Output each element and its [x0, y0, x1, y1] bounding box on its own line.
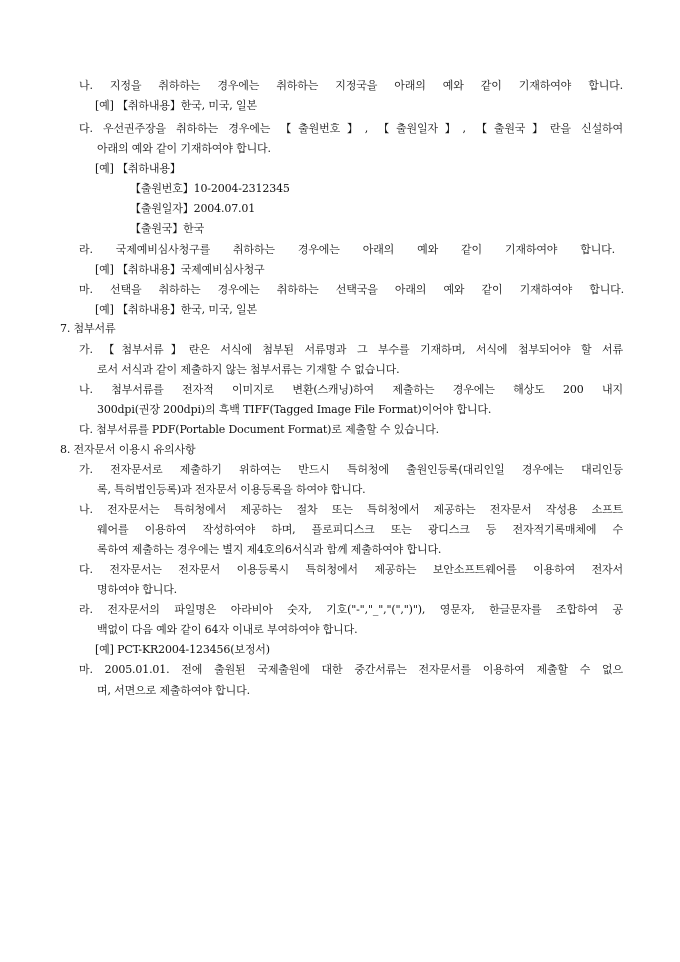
text-line: 명하여야 합니다. [97, 583, 178, 596]
section-heading: 7. 첨부서류 [60, 322, 116, 335]
text-line: 마. 2005.01.01. 전에 출원된 국제출원에 대한 중간서류는 전자문서를 이용하여 제출할 수 없으 [79, 663, 623, 676]
text-line: 며, 서면으로 제출하여야 합니다. [97, 684, 250, 697]
text-line: 록, 특허법인등록)과 전자문서 이용등록을 하여야 합니다. [97, 483, 366, 496]
text-line: 다. 첨부서류를 PDF(Portable Document Format)로 제출할 수 있습니다. [79, 423, 439, 436]
text-line: 나. 전자문서는 특허청에서 제공하는 절차 또는 특허청에서 제공하는 전자문서 작성용 소프트 [79, 503, 623, 516]
text-line: 백없이 다음 예와 같이 64자 이내로 부여하여야 합니다. [97, 623, 358, 636]
text-line: 가. 전자문서로 제출하기 위하여는 반드시 특허청에 출원인등록(대리인일 경우에는 대리인등 [79, 463, 623, 476]
text-line: 300dpi(권장 200dpi)의 흑백 TIFF(Tagged Image File Format)이어야 합니다. [97, 403, 492, 416]
text-line: 나. 지정을 취하하는 경우에는 취하하는 지정국을 아래의 예와 같이 기재하여야 합니다. [79, 79, 623, 92]
text-line: 마. 선택을 취하하는 경우에는 취하하는 선택국을 아래의 예와 같이 기재하여야 합니다. [79, 283, 624, 296]
text-line: 【출원번호】10-2004-2312345 [130, 182, 290, 195]
text-line: 【출원일자】2004.07.01 [130, 202, 256, 215]
text-line: 록하여 제출하는 경우에는 별지 제4호의6서식과 함께 제출하여야 합니다. [97, 543, 442, 556]
text-line: 다. 우선권주장을 취하하는 경우에는 【출원번호】, 【출원일자】, 【출원국】란을 신설하여 [79, 122, 623, 135]
text-line: 라. 전자문서의 파일명은 아라비아 숫자, 기호("-","_","(",")"), 영문자, 한글문자를 조합하여 공 [79, 603, 623, 616]
text-line: 웨어를 이용하여 작성하여야 하며, 플로피디스크 또는 광디스크 등 전자적기록매체에 수 [97, 523, 623, 536]
text-line: [예] 【취하내용】한국, 미국, 일본 [95, 303, 257, 316]
text-line: [예] 【취하내용】국제예비심사청구 [95, 263, 265, 276]
text-line: [예] PCT-KR2004-123456(보정서) [95, 643, 270, 656]
text-line: 가. 【첨부서류】란은 서식에 첨부된 서류명과 그 부수를 기재하며, 서식에 첨부되어야 할 서류 [79, 343, 623, 356]
text-line: 다. 전자문서는 전자문서 이용등록시 특허청에서 제공하는 보안소프트웨어를 이용하여 전자서 [79, 563, 623, 576]
text-line: [예] 【취하내용】 [95, 162, 181, 175]
text-line: 나. 첨부서류를 전자적 이미지로 변환(스캐닝)하여 제출하는 경우에는 해상도 200 내지 [79, 383, 623, 396]
text-line: 로서 서식과 같이 제출하지 않는 첨부서류는 기재할 수 없습니다. [97, 363, 400, 376]
text-line: 【출원국】한국 [130, 222, 205, 235]
text-line: 아래의 예와 같이 기재하여야 합니다. [97, 142, 271, 155]
text-line: 라. 국제예비심사청구를 취하하는 경우에는 아래의 예와 같이 기재하여야 합니다. [79, 243, 615, 256]
section-heading: 8. 전자문서 이용시 유의사항 [60, 443, 196, 456]
text-line: [예] 【취하내용】한국, 미국, 일본 [95, 99, 257, 112]
